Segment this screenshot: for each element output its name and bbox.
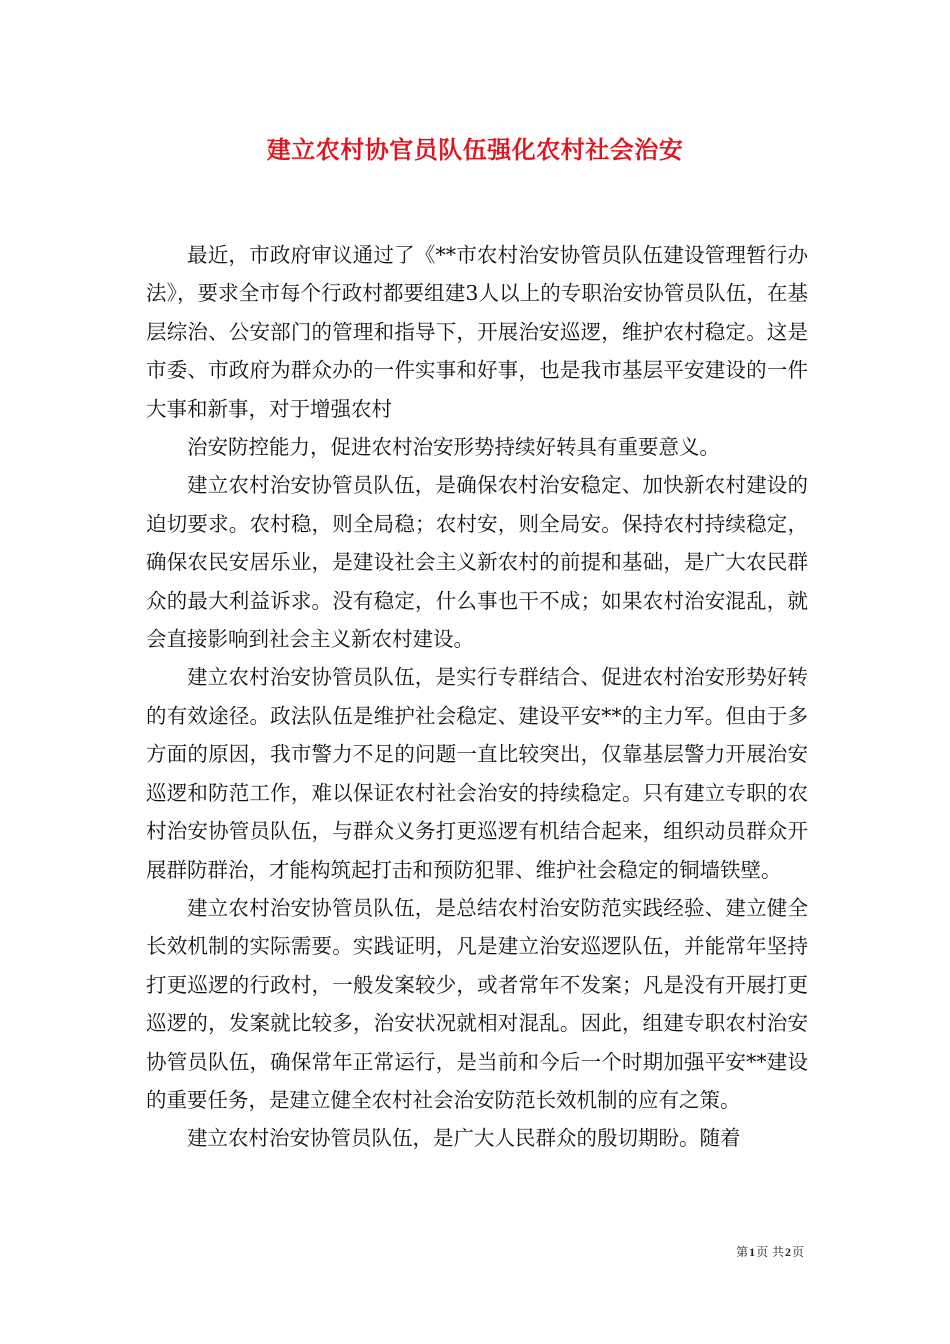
- paragraph: 最近，市政府审议通过了《**市农村治安协管员队伍建设管理暂行办法》，要求全市每个行政村都要组建3人以上的专职治安协管员队伍，在基层综治、公安部门的管理和指导下，开展治安巡逻，维护农村稳定。这是市委、市政府为群众办的一件实事和好事，也是我市基层平安建设的一件大事和新事，对于增强农村: [146, 243, 808, 421]
- document-body: [146, 236, 808, 1158]
- total-pages-number: 2: [784, 1245, 791, 1259]
- page-suffix: 页: [791, 1245, 804, 1259]
- document-title: 建立农村协官员队伍强化农村社会治安: [266, 135, 684, 164]
- paragraph: 建立农村治安协管员队伍，是总结农村治安防范实践经验、建立健全长效机制的实际需要。实践证明，凡是建立治安巡逻队伍，并能常年坚持打更巡逻的行政村，一般发案较少，或者常年不发案；凡是没有开展打更巡逻的，发案就比较多，治安状况就相对混乱。因此，组建专职农村治安协管员队伍，确保常年正常运行，是当前和今后一个时期加强平安**建设的重要任务，是建立健全农村社会治安防范长效机制的应有之策。: [146, 895, 808, 1112]
- paragraph: 建立农村治安协管员队伍，是实行专群结合、促进农村治安形势好转的有效途径。政法队伍是维护社会稳定、建设平安**的主力军。但由于多方面的原因，我市警力不足的问题一直比较突出，仅靠基层警力开展治安巡逻和防范工作，难以保证农村社会治安的持续稳定。只有建立专职的农村治安协管员队伍，与群众义务打更巡逻有机结合起来，组织动员群众开展群防群治，才能构筑起打击和预防犯罪、维护社会稳定的铜墙铁壁。: [146, 665, 808, 882]
- page-prefix: 第: [736, 1245, 749, 1259]
- current-page-number: 1: [749, 1245, 756, 1259]
- paragraph: 治安防控能力，促进农村治安形势持续好转具有重要意义。: [187, 435, 720, 460]
- page-mid: 页 共: [756, 1245, 784, 1259]
- paragraph: 建立农村治安协管员队伍，是广大人民群众的殷切期盼。随着: [187, 1126, 741, 1151]
- page-number: [736, 1244, 804, 1260]
- paragraph: 建立农村治安协管员队伍，是确保农村治安稳定、加快新农村建设的迫切要求。农村稳，则全局稳；农村安，则全局安。保持农村持续稳定，确保农民安居乐业，是建设社会主义新农村的前提和基础，是广大农民群众的最大利益诉求。没有稳定，什么事也干不成；如果农村治安混乱，就会直接影响到社会主义新农村建设。: [146, 473, 808, 652]
